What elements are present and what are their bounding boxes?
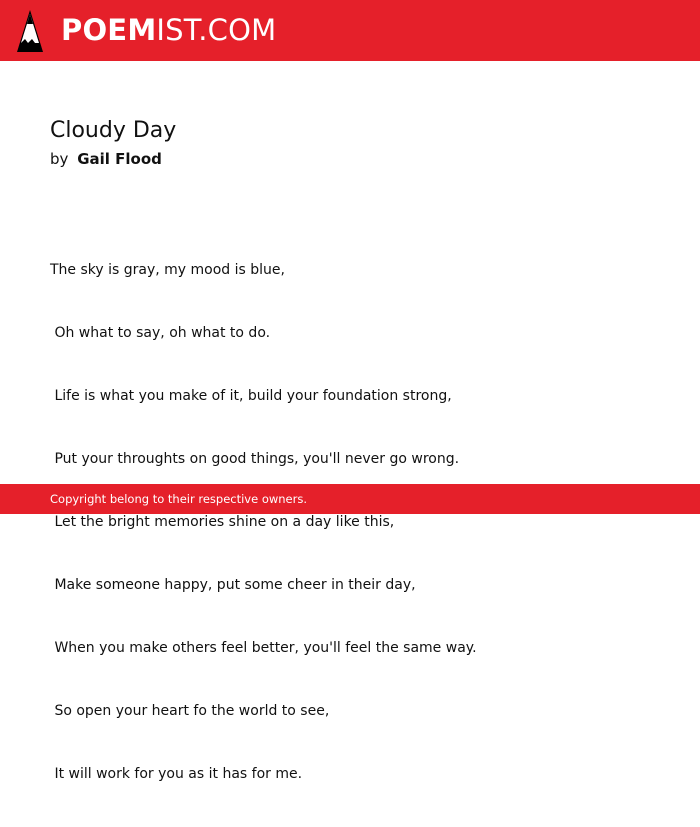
poem-line: Make someone happy, put some cheer in their day, (50, 577, 416, 593)
site-header (0, 0, 700, 61)
logo-light-text: IST.COM (156, 13, 277, 47)
poem-line: It will work for you as it has for me. (50, 766, 303, 782)
poem-line: Oh what to say, oh what to do. (50, 325, 271, 341)
byline (50, 149, 162, 169)
poem-body (50, 218, 477, 827)
by-label: by (50, 150, 69, 168)
pencil-tip-icon (17, 10, 43, 52)
poem-line: The sky is gray, my mood is blue, (50, 262, 285, 278)
site-logo[interactable] (61, 12, 276, 48)
poem-line: When you make others feel better, you'll feel the same way. (50, 640, 477, 656)
author-name[interactable]: Gail Flood (77, 150, 162, 168)
poem-title: Cloudy Day (50, 118, 177, 143)
copyright-text: Copyright belong to their respective owners. (50, 492, 308, 506)
poem-line: Let the bright memories shine on a day like this, (50, 514, 395, 530)
site-footer (0, 484, 700, 514)
poem-line: Life is what you make of it, build your foundation strong, (50, 388, 452, 404)
poem-line: So open your heart fo the world to see, (50, 703, 330, 719)
logo-bold-text: POEM (61, 13, 157, 47)
poem-line: Put your throughts on good things, you'll never go wrong. (50, 451, 460, 467)
